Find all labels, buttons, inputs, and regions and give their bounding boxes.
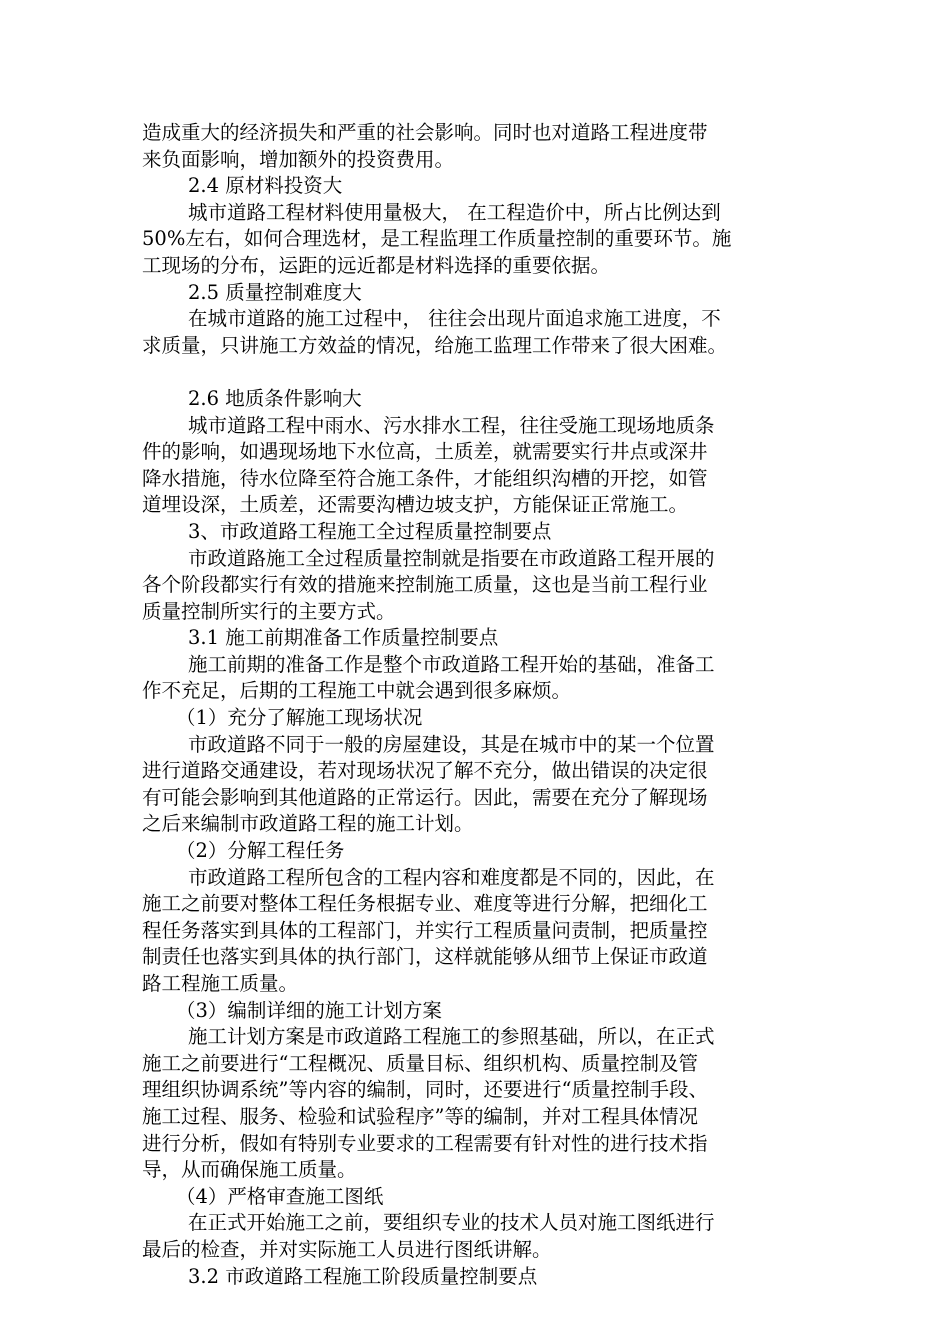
text-line: 程任务落实到具体的工程部门，并实行工程质量问责制，把质量控	[142, 918, 708, 942]
text-line: 件的影响，如遇现场地下水位高，土质差，就需要实行井点或深井	[142, 440, 708, 464]
text-line: 施工之前要进行“工程概况、质量目标、组织机构、质量控制及管	[142, 1051, 698, 1075]
text-line: 降水措施，待水位降至符合施工条件，才能组织沟槽的开挖，如管	[142, 466, 708, 490]
text-line: 3、市政道路工程施工全过程质量控制要点	[188, 519, 552, 543]
text-line: 有可能会影响到其他道路的正常运行。因此，需要在充分了解现场	[142, 785, 708, 809]
text-line: 施工之前要对整体工程任务根据专业、难度等进行分解，把细化工	[142, 892, 708, 916]
text-line: 2.5 质量控制难度大	[188, 280, 362, 304]
text-line: （1）充分了解施工现场状况	[176, 706, 423, 730]
text-line: 城市道路工程材料使用量极大， 在工程造价中，所占比例达到	[188, 200, 721, 224]
text-line: 工现场的分布，运距的远近都是材料选择的重要依据。	[142, 253, 611, 277]
text-line: （2）分解工程任务	[176, 839, 345, 863]
document-body	[142, 120, 810, 1290]
text-line: 市政道路不同于一般的房屋建设，其是在城市中的某一个位置	[188, 732, 715, 756]
text-line: 2.4 原材料投资大	[188, 174, 343, 198]
text-line: 造成重大的经济损失和严重的社会影响。同时也对道路工程进度带	[142, 121, 708, 144]
text-line: 施工过程、服务、检验和试验程序”等的编制，并对工程具体情况	[142, 1104, 698, 1128]
text-line: 在正式开始施工之前，要组织专业的技术人员对施工图纸进行	[188, 1211, 715, 1235]
text-line: 求质量，只讲施工方效益的情况，给施工监理工作带来了很大困难。	[142, 333, 728, 357]
text-line: 道埋设深，土质差，还需要沟槽边坡支护，方能保证正常施工。	[142, 493, 689, 517]
text-line: 3.1 施工前期准备工作质量控制要点	[188, 626, 499, 650]
text-line: 市政道路工程所包含的工程内容和难度都是不同的，因此，在	[188, 865, 715, 889]
blank-line	[142, 359, 810, 386]
text-line: 各个阶段都实行有效的措施来控制施工质量，这也是当前工程行业	[142, 573, 708, 597]
text-line: 导，从而确保施工质量。	[142, 1158, 357, 1182]
text-line: （3）编制详细的施工计划方案	[176, 998, 442, 1022]
text-line: 制责任也落实到具体的执行部门，这样就能够从细节上保证市政道	[142, 945, 708, 969]
text-line: 路工程施工质量。	[142, 972, 299, 995]
text-line: 作不充足，后期的工程施工中就会遇到很多麻烦。	[142, 679, 572, 703]
text-line: 之后来编制市政道路工程的施工计划。	[142, 812, 474, 836]
text-line: 最后的检查，并对实际施工人员进行图纸讲解。	[142, 1237, 552, 1261]
text-line: 进行分析，假如有特别专业要求的工程需要有针对性的进行技术指	[142, 1131, 708, 1155]
text-line: 进行道路交通建设，若对现场状况了解不充分，做出错误的决定很	[142, 759, 708, 783]
text-line: 50%左右，如何合理选材，是工程监理工作质量控制的重要环节。施	[142, 227, 732, 251]
text-line: 在城市道路的施工过程中， 往往会出现片面追求施工进度，不	[188, 307, 721, 331]
text-line: （4）严格审查施工图纸	[176, 1184, 384, 1208]
text-line: 2.6 地质条件影响大	[188, 386, 362, 410]
text-line: 城市道路工程中雨水、污水排水工程，往往受施工现场地质条	[188, 413, 715, 437]
text-line: 市政道路施工全过程质量控制就是指要在市政道路工程开展的	[188, 546, 715, 570]
text-line: 施工前期的准备工作是整个市政道路工程开始的基础，准备工	[188, 652, 715, 676]
text-line: 3.2 市政道路工程施工阶段质量控制要点	[188, 1264, 538, 1288]
text-line: 施工计划方案是市政道路工程施工的参照基础，所以，在正式	[188, 1025, 715, 1049]
text-line: 理组织协调系统”等内容的编制，同时，还要进行“质量控制手段、	[142, 1078, 708, 1102]
text-line: 质量控制所实行的主要方式。	[142, 599, 396, 623]
text-line: 来负面影响，增加额外的投资费用。	[142, 147, 455, 171]
